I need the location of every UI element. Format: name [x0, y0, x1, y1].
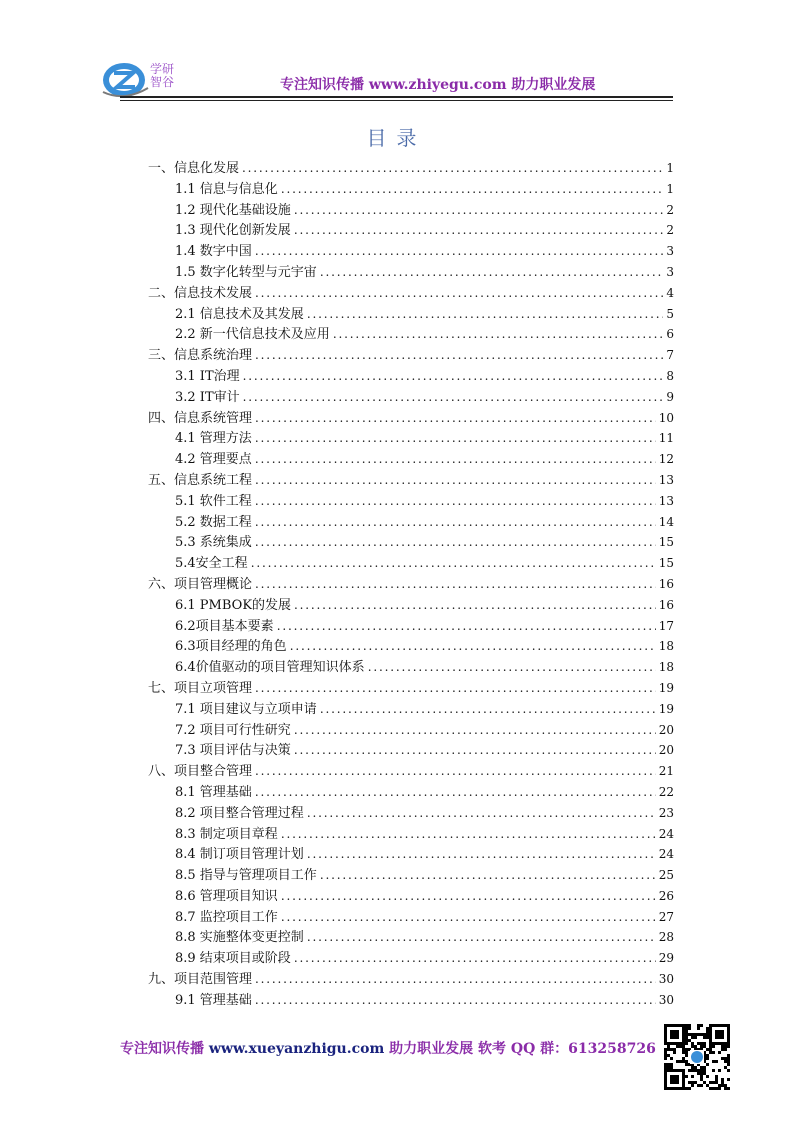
toc-entry-page: 19 — [658, 680, 674, 695]
toc-section-entry[interactable] — [148, 864, 674, 885]
toc-section-entry[interactable] — [148, 802, 674, 823]
header-slogan — [280, 74, 595, 94]
toc-entry-page: 18 — [658, 639, 674, 654]
header-slogan-suffix: 助力职业发展 — [506, 77, 596, 93]
toc-entry-label: 8.4 制订项目管理计划 — [175, 847, 304, 863]
toc-leader-dots — [277, 619, 656, 634]
toc-entry-page: 10 — [658, 410, 674, 425]
toc-entry-page: 30 — [658, 972, 674, 987]
toc-entry-page: 24 — [658, 826, 674, 841]
toc-entry-label: 5.4安全工程 — [175, 556, 248, 572]
toc-entry-page: 22 — [658, 784, 674, 799]
toc-section-entry[interactable] — [148, 511, 674, 532]
toc-section-entry[interactable] — [148, 427, 674, 448]
toc-entry-label: 8.1 管理基础 — [175, 784, 252, 800]
toc-section-entry[interactable] — [148, 552, 674, 573]
toc-entry-page: 27 — [658, 909, 674, 924]
toc-entry-label: 1.5 数字化转型与元宇宙 — [175, 264, 317, 280]
toc-section-entry[interactable] — [148, 635, 674, 656]
toc-leader-dots — [320, 702, 656, 717]
toc-leader-dots — [255, 244, 664, 259]
toc-entry-page: 15 — [658, 556, 674, 571]
toc-entry-label: 三、信息系统治理 — [148, 348, 253, 364]
toc-entry-label: 6.3项目经理的角色 — [175, 639, 287, 655]
toc-chapter-entry[interactable] — [148, 469, 674, 490]
toc-entry-label: 八、项目整合管理 — [148, 764, 253, 780]
toc-entry-page: 21 — [658, 764, 674, 779]
toc-entry-label: 5.3 系统集成 — [175, 535, 252, 551]
toc-section-entry[interactable] — [148, 303, 674, 324]
toc-section-entry[interactable] — [148, 490, 674, 511]
toc-entry-page: 12 — [658, 452, 674, 467]
toc-entry-page: 1 — [666, 161, 674, 175]
toc-entry-label: 7.1 项目建议与立项申请 — [175, 701, 317, 717]
toc-entry-label: 一、信息化发展 — [148, 161, 240, 176]
toc-entry-label: 8.9 结束项目或阶段 — [175, 951, 291, 967]
toc-entry-label: 1.2 现代化基础设施 — [175, 202, 291, 218]
toc-leader-dots — [255, 681, 656, 696]
toc-leader-dots — [290, 639, 656, 654]
toc-chapter-entry[interactable] — [148, 677, 674, 698]
toc-entry-page: 3 — [666, 244, 674, 259]
toc-leader-dots — [255, 494, 656, 509]
toc-leader-dots — [307, 930, 656, 945]
toc-section-entry[interactable] — [148, 448, 674, 469]
toc-chapter-entry[interactable] — [148, 157, 674, 178]
footer-slogan-suffix: 助力职业发展 软考 QQ 群：613258726 — [384, 1041, 656, 1057]
toc-entry-label: 四、信息系统管理 — [148, 410, 253, 426]
toc-leader-dots — [333, 327, 664, 342]
toc-section-entry[interactable] — [148, 781, 674, 802]
toc-leader-dots — [281, 910, 656, 925]
toc-entry-page: 9 — [666, 389, 674, 404]
toc-entry-page: 15 — [658, 535, 674, 550]
toc-entry-label: 六、项目管理概论 — [148, 576, 253, 592]
toc-leader-dots — [307, 806, 656, 821]
header-divider-thick — [120, 96, 673, 98]
toc-entry-label: 8.2 项目整合管理过程 — [175, 805, 304, 821]
toc-leader-dots — [255, 785, 656, 800]
toc-entry-page: 5 — [666, 306, 674, 321]
toc-entry-page: 8 — [666, 368, 674, 383]
toc-entry-page: 19 — [658, 701, 674, 716]
header-divider-thin — [120, 100, 673, 101]
toc-entry-page: 28 — [658, 930, 674, 945]
toc-section-entry[interactable] — [148, 885, 674, 906]
toc-entry-page: 24 — [658, 847, 674, 862]
toc-chapter-entry[interactable] — [148, 760, 674, 781]
toc-leader-dots — [307, 307, 664, 322]
toc-entry-label: 3.1 IT治理 — [175, 368, 240, 384]
page-header — [100, 58, 673, 102]
toc-leader-dots — [255, 993, 656, 1008]
toc-section-entry[interactable] — [148, 719, 674, 740]
toc-entry-page: 16 — [658, 576, 674, 591]
toc-leader-dots — [255, 535, 656, 550]
toc-chapter-entry[interactable] — [148, 344, 674, 365]
toc-entry-page: 6 — [666, 327, 674, 342]
toc-leader-dots — [255, 577, 656, 592]
toc-section-entry[interactable] — [148, 365, 674, 386]
toc-entry-label: 1.3 现代化创新发展 — [175, 223, 291, 239]
toc-entry-page: 14 — [658, 514, 674, 529]
logo-text-line1: 学研 — [150, 62, 175, 76]
toc-section-entry[interactable] — [148, 739, 674, 760]
toc-chapter-entry[interactable] — [148, 968, 674, 989]
toc-entry-label: 1.1 信息与信息化 — [175, 181, 278, 197]
logo-text-line2: 智谷 — [150, 75, 175, 89]
toc-section-entry[interactable] — [148, 947, 674, 968]
toc-leader-dots — [255, 286, 663, 301]
toc-section-entry[interactable] — [148, 823, 674, 844]
toc-leader-dots — [281, 827, 656, 842]
toc-leader-dots — [251, 556, 656, 571]
toc-section-entry[interactable] — [148, 594, 674, 615]
toc-leader-dots — [307, 847, 656, 862]
toc-entry-label: 2.2 新一代信息技术及应用 — [175, 327, 330, 343]
toc-entry-page: 3 — [666, 264, 674, 279]
toc-leader-dots — [320, 265, 664, 280]
toc-section-entry[interactable] — [148, 240, 674, 261]
toc-leader-dots — [294, 743, 656, 758]
toc-entry-label: 五、信息系统工程 — [148, 472, 253, 488]
toc-section-entry[interactable] — [148, 656, 674, 677]
toc-entry-page: 29 — [658, 951, 674, 966]
toc-entry-label: 9.1 管理基础 — [175, 992, 252, 1008]
toc-leader-dots — [281, 889, 656, 904]
toc-chapter-entry[interactable] — [148, 573, 674, 594]
toc-entry-label: 6.1 PMBOK的发展 — [175, 597, 292, 613]
toc-entry-label: 8.6 管理项目知识 — [175, 888, 278, 904]
toc-section-entry[interactable] — [148, 219, 674, 240]
toc-entry-page: 20 — [658, 722, 674, 737]
toc-entry-label: 二、信息技术发展 — [148, 285, 253, 301]
footer-slogan-prefix: 专注知识传播 — [120, 1041, 209, 1057]
header-url-link[interactable]: www.zhiyegu.com — [368, 77, 507, 93]
toc-section-entry[interactable] — [148, 698, 674, 719]
toc-leader-dots — [255, 411, 656, 426]
toc-entry-page: 26 — [658, 888, 674, 903]
toc-chapter-entry[interactable] — [148, 282, 674, 303]
toc-entry-label: 七、项目立项管理 — [148, 680, 253, 696]
toc-entry-page: 11 — [658, 431, 674, 446]
toc-entry-label: 8.3 制定项目章程 — [175, 826, 278, 842]
toc-section-entry[interactable] — [148, 261, 674, 282]
toc-section-entry[interactable] — [148, 199, 674, 220]
toc-entry-page: 25 — [658, 868, 674, 883]
toc-entry-label: 5.2 数据工程 — [175, 514, 252, 530]
toc-entry-label: 6.2项目基本要素 — [175, 618, 274, 634]
toc-section-entry[interactable] — [148, 843, 674, 864]
logo-text — [150, 63, 174, 89]
toc-entry-page: 18 — [658, 660, 674, 675]
toc-section-entry[interactable] — [148, 386, 674, 407]
toc-leader-dots — [294, 951, 656, 966]
toc-leader-dots — [255, 764, 656, 779]
toc-entry-page: 23 — [658, 805, 674, 820]
toc-entry-page: 16 — [658, 597, 674, 612]
toc-entry-label: 4.1 管理方法 — [175, 431, 252, 447]
toc-section-entry[interactable] — [148, 926, 674, 947]
toc-section-entry[interactable] — [148, 531, 674, 552]
toc-leader-dots — [368, 660, 656, 675]
toc-leader-dots — [255, 473, 656, 488]
toc-entry-page: 7 — [666, 348, 674, 363]
toc-entry-label: 5.1 软件工程 — [175, 493, 252, 509]
toc-title: 目录 — [366, 126, 427, 150]
toc-leader-dots — [294, 223, 664, 238]
toc-entry-label: 8.8 实施整体变更控制 — [175, 930, 304, 946]
toc-section-entry[interactable] — [148, 615, 674, 636]
toc-leader-dots — [243, 390, 664, 405]
toc-entry-label: 7.3 项目评估与决策 — [175, 743, 291, 759]
header-slogan-prefix: 专注知识传播 — [280, 77, 369, 93]
toc-leader-dots — [255, 972, 656, 987]
toc-leader-dots — [281, 182, 664, 197]
toc-entry-page: 20 — [658, 743, 674, 758]
footer-url-link[interactable]: www.xueyanzhigu.com — [208, 1041, 385, 1057]
toc-entry-label: 6.4价值驱动的项目管理知识体系 — [175, 660, 365, 676]
toc-entry-label: 8.7 监控项目工作 — [175, 909, 278, 925]
toc-entry-label: 1.4 数字中国 — [175, 244, 252, 260]
table-of-contents — [148, 157, 674, 1010]
toc-section-entry[interactable] — [148, 178, 674, 199]
toc-entry-label: 3.2 IT审计 — [175, 389, 240, 405]
toc-leader-dots — [294, 203, 664, 218]
toc-entry-label: 8.5 指导与管理项目工作 — [175, 868, 317, 884]
toc-entry-page: 4 — [666, 285, 674, 300]
toc-entry-page: 13 — [658, 472, 674, 487]
toc-section-entry[interactable] — [148, 989, 674, 1010]
toc-entry-page: 13 — [658, 493, 674, 508]
toc-chapter-entry[interactable] — [148, 407, 674, 428]
toc-leader-dots — [255, 348, 663, 363]
toc-leader-dots — [294, 723, 656, 738]
qr-code-icon — [664, 1024, 730, 1090]
toc-leader-dots — [242, 161, 663, 176]
toc-entry-page: 1 — [666, 181, 674, 196]
toc-leader-dots — [320, 868, 656, 883]
toc-entry-label: 4.2 管理要点 — [175, 452, 252, 468]
toc-entry-page: 2 — [666, 202, 674, 217]
toc-leader-dots — [255, 452, 656, 467]
toc-entry-page: 2 — [666, 223, 674, 238]
toc-entry-label: 2.1 信息技术及其发展 — [175, 306, 304, 322]
toc-entry-label: 7.2 项目可行性研究 — [175, 722, 291, 738]
toc-entry-page: 30 — [658, 992, 674, 1007]
toc-entry-label: 九、项目范围管理 — [148, 972, 253, 988]
toc-leader-dots — [294, 598, 656, 613]
toc-leader-dots — [255, 431, 656, 446]
toc-entry-page: 17 — [658, 618, 674, 633]
page-footer — [120, 1038, 656, 1058]
toc-leader-dots — [243, 369, 664, 384]
toc-section-entry[interactable] — [148, 906, 674, 927]
toc-section-entry[interactable] — [148, 323, 674, 344]
toc-leader-dots — [255, 515, 656, 530]
